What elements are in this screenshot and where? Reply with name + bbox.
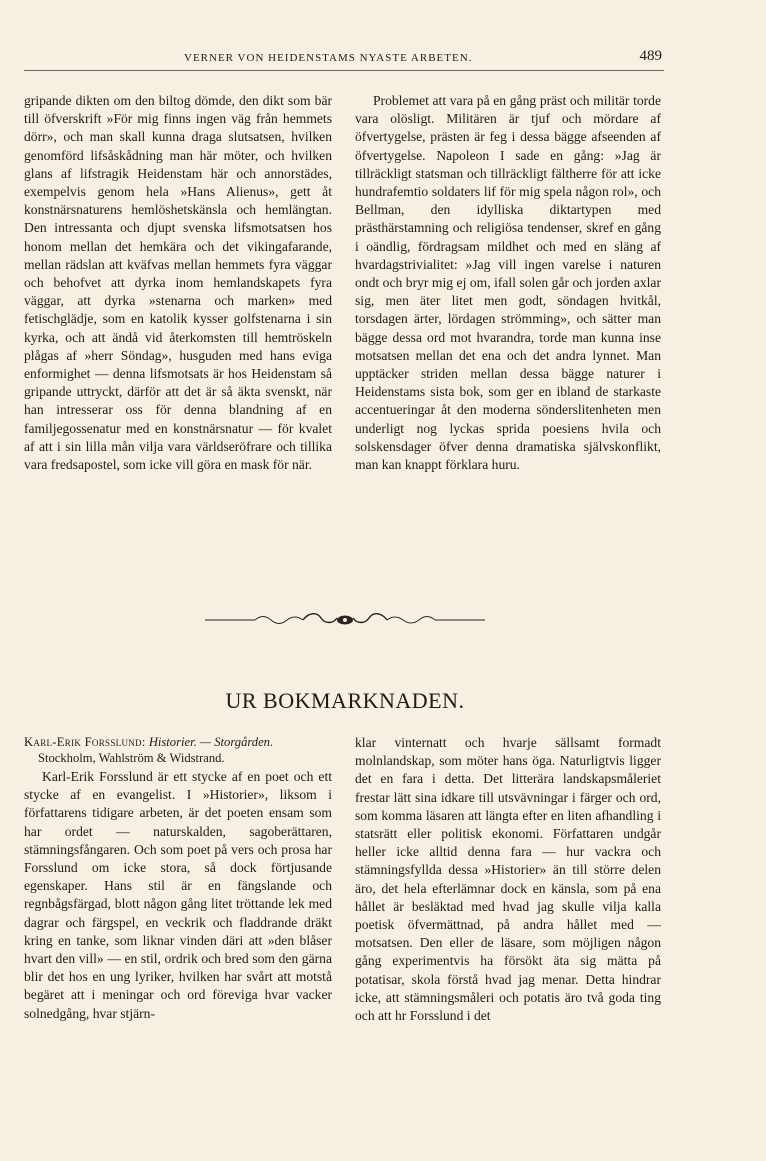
essay-column-right [355, 92, 661, 474]
review-author: Karl-Erik Forsslund: [24, 735, 146, 749]
section-heading: UR BOKMARKNADEN. [225, 688, 465, 713]
essay-paragraph-right: Problemet att vara på en gång präst och militär torde vara olösligt. Militären är tjuf och mördare af öfvertygelse, prästen är feg i dessa bägge afseenden af öfvertygelse. Napoleon I sade en gång: »Jag är tillräckligt statsman och tillräckligt fältherre för att icke hundrafemtio soldaters lif för mig spela någon rol», och Bellman, den idylliska diktartypen med prästhärstamning och religiösa tendenser, skref en gång i oändlig, fördragsam mildhet och med en släng af hvardagstrivialitet: »Jag vill ingen varelse i naturen ondt och bryr mig ej om, ifall solen går och jorden axlar sig, men äter litet men godt, söndagen hvitkål, torsdagen ärter, lördagen strömming», och sätter man bägge dessa ord mot hvarandra, torde man kunna inse motsatsen mellan det ena och det andra lynnet. Man upptäcker striden mellan dessa bägge naturer i Heidenstams sista bok, som ger en ibland de starkaste accentueringar åt den moderna sönderslitenheten men underligt nog lyckas sprida poesiens hvila och solskensdager öfver denna dramatiska självskonflikt, man kan knappt förklara huru. [355, 93, 661, 473]
review-paragraph-left: Karl-Erik Forsslund är ett stycke af en poet och ett stycke af en evangelist. I »Historier», liksom i författarens tidigare arbeten, är det poeten ensam som har ordet — naturskalden, sagoberättaren, stämningsfångaren. Och som poet på vers och prosa har Forsslund om icke stora, så dock förtjusande egenskaper. Hans stil är en fängslande och regnbågsfärgad, blott någon gång litet tröttande lek med dagrar och färgspel, en veckrik och fladdrande dräkt kring en tanke, som liknar vinden däri att »den blåser hvart den vill» — en stil, ordrik och bred som den gärna blir det hos en ung lyriker, hvilken har svårt att motstå begäret att i meningar och ord föreviga hvar vacker solnedgång, hvar stjärn- [24, 769, 332, 1021]
review-reference [24, 734, 332, 766]
page-number: 489 [639, 48, 662, 64]
review-works: Historier. — Storgården. [148, 735, 274, 749]
review-column-left [24, 734, 332, 1023]
review-publisher: Stockholm, Wahlström & Widstrand. [38, 751, 225, 765]
running-title: VERNER VON HEIDENSTAMS NYASTE ARBETEN. [184, 52, 473, 64]
running-header [24, 46, 664, 71]
review-paragraph-right: klar vinternatt och hvarje sällsamt formadt molnlandskap, som möter hans öga. Naturligtvis ligger det en fara i detta. Det litterära landskapsmåleriet frestar lätt sina idkare till utsvävningar i färger och ord, som komma läsaren att längta efter en liten afhandling i statsrätt eller politisk ekonomi. Författaren undgår heller icke alltid denna fara — hur vackra och stämningsfyllda dessa »Historier» än till större delen äro, det hela efterlämnar dock en känsla, som på ena hållet är besläktad med hvad jag skulle vilja kalla poetisk öfvermättnad, på andra hållet med — motsatsen. Den eller de läsare, som möjligen någon gång experimentvis ha försökt äta sig mätta på potatisar, skola förstå hvad jag menar. Detta hindrar icke, att stämningsmåleri och potatis äro två goda ting och att hr Forsslund i det [355, 735, 661, 1024]
review-column-right [355, 734, 661, 1025]
essay-column-left [24, 92, 332, 474]
essay-paragraph-left: gripande dikten om den biltog dömde, den dikt som bär till öfverskrift »För mig finns ingen väg från hemmets dörr», och man skall kunna draga slutsatsen, hvilken genomförd lifsåskådning man här möter, och hvilken glans af lifstragik Heidenstam här och annorstädes, exempelvis genom hela »Hans Alienus», gett åt konstnärsnaturens hemlöshetskänsla och hemlängtan. Den intressanta och djupt svenska lifsmotsatsen hos honom mellan det hemkära och det vikingafarande, mellan rädslan att kväfvas mellan hemmets fyra väggar och behofvet att dyrka inom hemlandskapets fyra väggar, att dyrka »stenarna och marken» med fetischglädje, som en katolik kysser golfstenarna i sin kyrka, och att ändå vid återkomsten till hemtröskeln plågas af »herr Söndag», husguden med hans eviga enformighet — denna lifsmotsats är hos Heidenstam så gripande uttryckt, därför att det är så äkta svenskt, när han intresserar oss för denna blandning af en familjegossenatur med en konstnärsnatur — för kvalet af att i sin lilla mån vilja vara världseröfrare och tillika vara fredsapostel, som icke vill göra en mask för när. [24, 93, 332, 473]
decorative-ornament-divider [205, 608, 485, 632]
